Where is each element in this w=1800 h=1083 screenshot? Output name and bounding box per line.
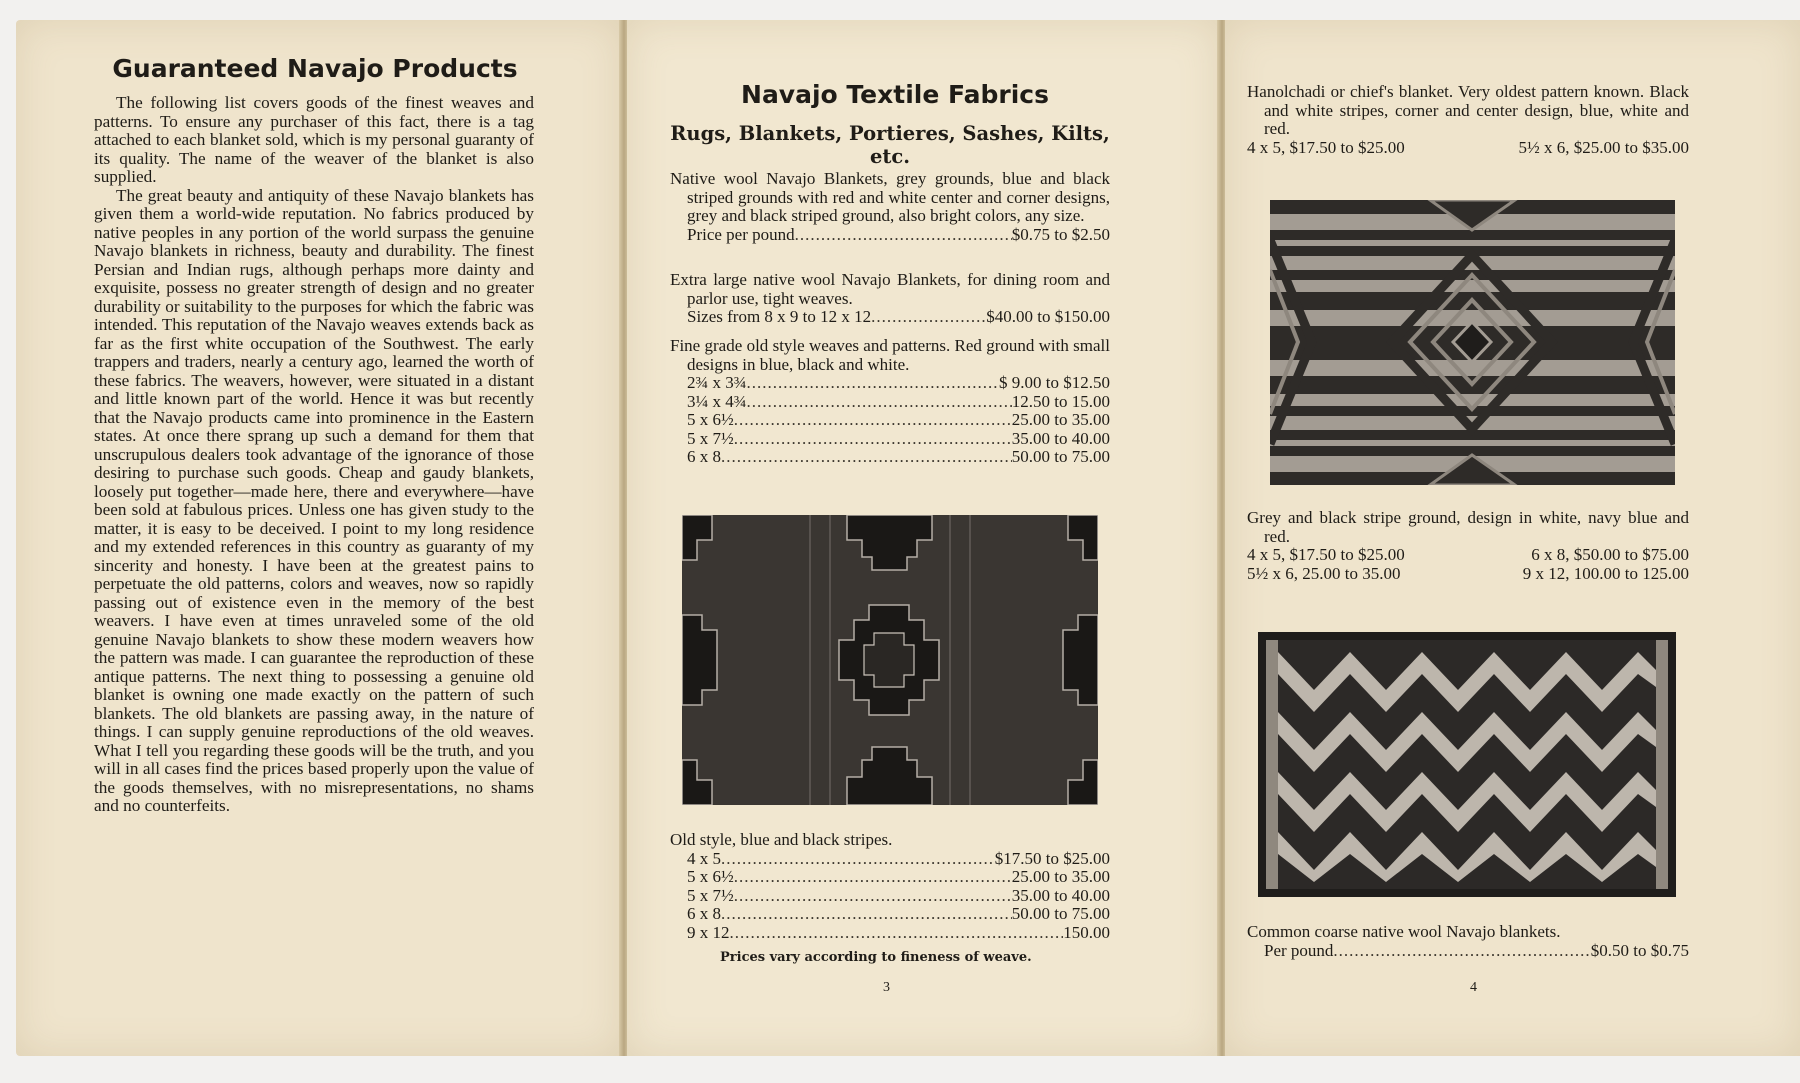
guarantee-paragraph-2: The great beauty and antiquity of these Navajo blankets has given them a world-wide reputation. No fabrics produced by native peoples in any portion of the world surpass the genuine Navajo blankets in richness, beauty and durability. The finest Persian and Indian rugs, although perhaps more dainty and exquisite, possess no greater strength of design and no greater durability or suitability to the purposes for which the fabric was intended. This reputation of the Navajo weaves extends back as far as the first white occupation of the Southwest. The early trappers and traders, nearly a century ago, learned the worth of these fabrics. The weavers, however, were situated in a distant and little known part of the world. Hence it was but recently that the Navajo products came into prominence in the Eastern states. At once there sprang up such a demand for them that unscrupulous dealers took advantage of the ignorance of those desiring to purchase such goods. Cheap and gaudy blankets, loosely put together—made here, there and everywhere—have been sold at fabulous prices. Unless one has given study to the matter, it is easy to be deceived. I point to my long residence and my extended references in this country as guaranty of my sincerity and honesty. I have been at the greatest pains to perpetuate the old patterns, colors and weaves, now so rapidly passing out of existence even in the memory of the best weavers. I have even at times unraveled some of the old genuine Navajo blankets to show these modern weavers how the pattern was made. I can guarantee the reproduction of these antique patterns. The next thing to possessing a genuine old blanket is owning one made exactly on the pattern of such blankets. The old blankets are passing away, in the nature of things. I can supply genuine reproductions of the old weaves. What I tell you regarding these goods will be the truth, and you will in all cases find the prices based properly upon the value of the goods themselves, with no misrepresentations, no shams and no counterfeits. [94,185,534,815]
leader-dots [795,226,1012,245]
size-value: 2¾ x 3¾ [687,373,747,392]
price-table [670,374,1110,467]
price-row [687,924,1110,943]
product-description: Fine grade old style weaves and patterns. Red ground with small designs in blue, black and white. [670,336,1110,374]
price-value: 25.00 to 35.00 [1011,867,1110,886]
size-value: 5 x 7½ [687,885,734,905]
product-entry [1247,509,1689,583]
price-label: Per pound [1264,940,1334,960]
leader-dots [747,374,1000,393]
product-entry [670,170,1110,244]
leader-dots [747,393,1012,412]
product-description: Hanolchadi or chief's blanket. Very oldest pattern known. Black and white stripes, corner and center design, blue, white and red. [1247,82,1689,138]
price-value: 6 x 8, $50.00 to $75.00 [1531,545,1689,564]
product-description: Old style, blue and black stripes. [670,830,893,849]
price-value: 5½ x 6, 25.00 to 35.00 [1247,563,1401,583]
size-value: 5 x 7½ [687,428,734,448]
size-value: 4 x 5 [687,848,721,868]
price-row [1247,565,1689,584]
product-description: Native wool Navajo Blankets, grey grounds, blue and black striped grounds with red and white center and corner designs, grey and black striped ground, also bright colors, any size. [670,169,1110,225]
leader-dots [721,448,1012,467]
leader-dots [734,887,1012,906]
guarantee-text [94,94,534,816]
page-title-textiles: Navajo Textile Fabrics [741,80,1049,109]
price-value: 12.50 to 15.00 [1011,391,1110,411]
price-value: $40.00 to $150.00 [986,307,1110,326]
rug-photo-chiefs-blanket [1270,200,1675,485]
product-description: Common coarse native wool Navajo blankets. [1247,922,1561,941]
price-value: $0.75 to $2.50 [1011,224,1110,244]
price-value: 35.00 to 40.00 [1011,885,1110,905]
size-value: 3¼ x 4¾ [687,391,747,411]
page-number: 3 [883,980,890,995]
size-value: 6 x 8 [687,904,721,923]
price-value: $17.50 to $25.00 [994,848,1110,868]
price-value: 50.00 to 75.00 [1011,904,1110,923]
rug-photo-zigzag [1258,632,1676,897]
product-entry [670,271,1110,327]
price-value: 150.00 [1063,922,1110,942]
leader-dots [1333,942,1590,961]
product-description: Grey and black stripe ground, design in white, navy blue and red. [1247,508,1689,546]
price-row [687,850,1110,869]
price-value: 35.00 to 40.00 [1011,428,1110,448]
leader-dots [721,905,1012,924]
leader-dots [730,924,1064,943]
leader-dots [734,868,1012,887]
price-label: Price per pound [687,224,795,244]
guarantee-paragraph-1: The following list covers goods of the finest weaves and patterns. To ensure any purchaser of this fact, there is a tag attached to each blanket sold, which is my personal guaranty of its quality. The name of the weaver of the blanket is also supplied. [94,93,534,186]
price-line [1247,942,1689,961]
price-line [670,308,1110,327]
price-value: 4 x 5, $17.50 to $25.00 [1247,545,1405,564]
leader-dots [871,308,986,327]
price-value: 5½ x 6, $25.00 to $35.00 [1518,137,1689,157]
price-line [1247,139,1689,158]
price-row [687,393,1110,412]
price-value: 4 x 5, $17.50 to $25.00 [1247,137,1405,157]
product-description: Extra large native wool Navajo Blankets, for dining room and parlor use, tight weaves. [670,270,1110,308]
page-subtitle: Rugs, Blankets, Portieres, Sashes, Kilts, etc. [670,122,1110,168]
price-value: 25.00 to 35.00 [1011,410,1110,429]
page-number: 4 [1470,980,1477,995]
rug-photo-diamond [682,515,1098,805]
price-row [687,868,1110,887]
size-value: 9 x 12 [687,922,730,942]
product-entry [670,831,1110,942]
size-value: 5 x 6½ [687,410,734,429]
price-row [687,430,1110,449]
size-value: 5 x 6½ [687,867,734,886]
price-row [687,887,1110,906]
price-row [687,448,1110,467]
price-value: $0.50 to $0.75 [1590,940,1689,960]
size-value: 6 x 8 [687,447,721,466]
price-note: Prices vary according to fineness of weave. [720,950,1032,965]
price-row [1247,546,1689,565]
price-label: Sizes from 8 x 9 to 12 x 12 [687,307,872,326]
product-entry [1247,83,1689,157]
price-row [687,411,1110,430]
price-row [687,374,1110,393]
price-line [670,226,1110,245]
price-value: 50.00 to 75.00 [1011,447,1110,466]
price-value: 9 x 12, 100.00 to 125.00 [1522,563,1689,583]
leader-dots [734,430,1012,449]
leader-dots [721,850,995,869]
price-row [687,905,1110,924]
price-table [670,850,1110,943]
product-entry [670,337,1110,467]
price-value: $ 9.00 to $12.50 [999,373,1110,392]
leader-dots [734,411,1012,430]
product-entry [1247,923,1689,960]
page-title-guaranteed: Guaranteed Navajo Products [112,54,518,83]
